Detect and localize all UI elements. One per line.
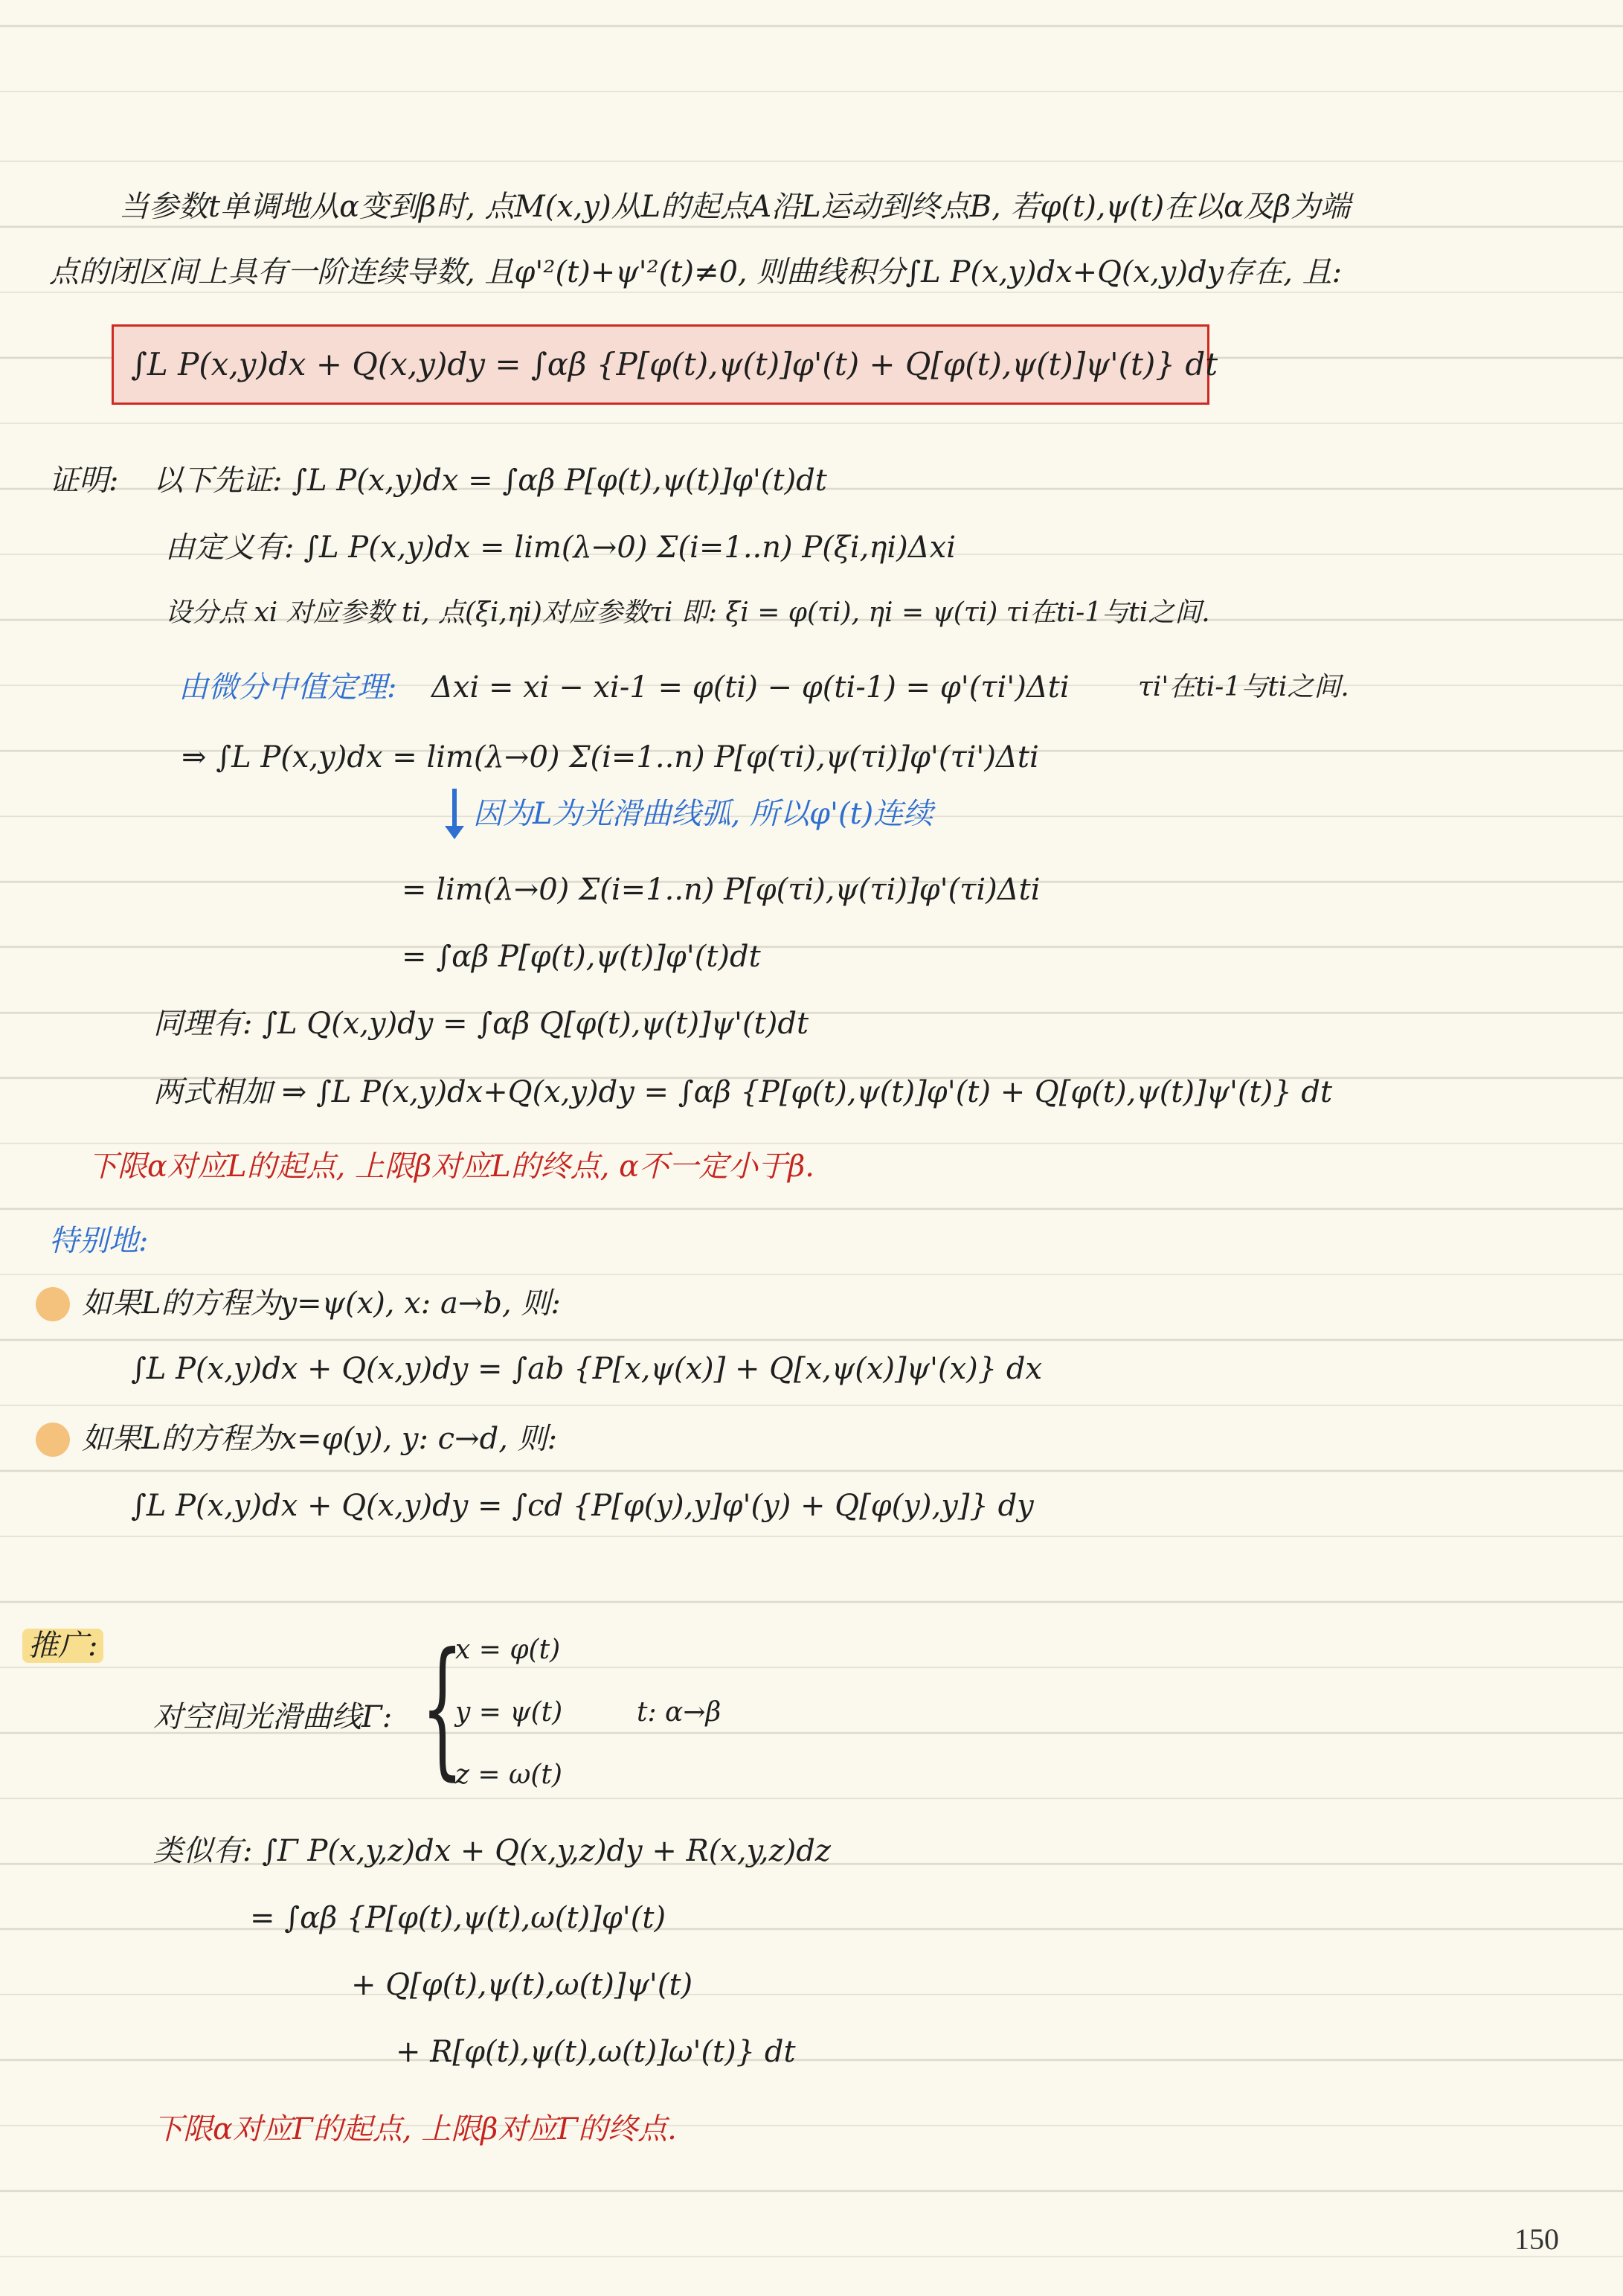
extension-label-text: 推广:: [22, 1629, 103, 1663]
page-number: 150: [1514, 2222, 1559, 2256]
proof-line-2: 由定义有: ∫L P(x,y)dx = lim(λ→0) Σ(i=1..n) P(ξi,ηi)Δxi: [165, 530, 956, 565]
proof-line-10: 两式相加 ⇒ ∫L P(x,y)dx+Q(x,y)dy = ∫αβ {P[φ(t),ψ(t)]φ'(t) + Q[φ(t),ψ(t)]ψ'(t)} dt: [153, 1075, 1333, 1109]
bullet-icon: [36, 1287, 70, 1321]
proof-line-4-note: τi'在ti-1与ti之间.: [1138, 672, 1349, 702]
extension-label: [22, 1625, 103, 1667]
extension-line-3: + Q[φ(t),ψ(t),ω(t)]ψ'(t): [351, 1968, 693, 2002]
param-eq-y: y = ψ(t): [455, 1697, 563, 1728]
extension-red-note: 下限α对应Γ的起点, 上限β对应Γ的终点.: [153, 2112, 677, 2146]
proof-line-4: Δxi = xi − xi-1 = φ(ti) − φ(ti-1) = φ'(τi')Δti: [431, 670, 1070, 705]
extension-line-2: = ∫αβ {P[φ(t),ψ(t),ω(t)]φ'(t): [250, 1901, 666, 1935]
bullet-icon: [36, 1423, 70, 1457]
special-case-1: 如果L的方程为y=ψ(x), x: a→b, 则:: [82, 1286, 561, 1321]
param-range: t: α→β: [637, 1697, 721, 1728]
param-eq-z: z = ω(t): [455, 1760, 562, 1790]
proof-line-7: = lim(λ→0) Σ(i=1..n) P[φ(τi),ψ(τi)]φ'(τi)Δti: [402, 873, 1041, 907]
proof-red-note: 下限α对应L的起点, 上限β对应L的终点, α不一定小于β.: [88, 1149, 814, 1184]
extension-line-1: 类似有: ∫Γ P(x,y,z)dx + Q(x,y,z)dy + R(x,y,z)dz: [153, 1834, 831, 1868]
special-case-1-formula: ∫L P(x,y)dx + Q(x,y)dy = ∫ab {P[x,ψ(x)] + Q[x,ψ(x)]ψ'(x)} dx: [131, 1352, 1043, 1386]
param-eq-x: x = φ(t): [455, 1635, 561, 1665]
continuity-note: 因为L为光滑曲线弧, 所以φ'(t)连续: [473, 797, 933, 831]
key-formula: ∫L P(x,y)dx + Q(x,y)dy = ∫αβ {P[φ(t),ψ(t)]φ'(t) + Q[φ(t),ψ(t)]ψ'(t)} dt: [131, 346, 1218, 382]
proof-label: 证明:: [49, 464, 119, 498]
proof-line-3: 设分点 xi 对应参数 ti, 点(ξi,ηi)对应参数τi 即: ξi = φ(τi), ηi = ψ(τi) τi在ti-1与ti之间.: [165, 597, 1210, 628]
special-case-label: 特别地:: [49, 1224, 149, 1258]
theorem-line-1: 当参数t单调地从α变到β时, 点M(x,y)从L的起点A沿L运动到终点B, 若φ(t),ψ(t)在以α及β为端: [119, 190, 1351, 224]
left-brace-icon: {: [421, 1621, 464, 1795]
proof-line-5: ⇒ ∫L P(x,y)dx = lim(λ→0) Σ(i=1..n) P[φ(τi),ψ(τi)]φ'(τi')Δti: [181, 740, 1039, 775]
special-case-2: 如果L的方程为x=φ(y), y: c→d, 则:: [82, 1422, 558, 1456]
theorem-line-2: 点的闭区间上具有一阶连续导数, 且φ'²(t)+ψ'²(t)≠0, 则曲线积分∫L P(x,y)dx+Q(x,y)dy存在, 且:: [49, 255, 1343, 289]
extension-line-4: + R[φ(t),ψ(t),ω(t)]ω'(t)} dt: [396, 2035, 796, 2069]
down-arrow-icon: [452, 789, 457, 829]
special-case-2-formula: ∫L P(x,y)dx + Q(x,y)dy = ∫cd {P[φ(y),y]φ'(y) + Q[φ(y),y]} dy: [131, 1489, 1034, 1523]
proof-line-9: 同理有: ∫L Q(x,y)dy = ∫αβ Q[φ(t),ψ(t)]ψ'(t)dt: [153, 1007, 809, 1041]
proof-line-1: 以下先证: ∫L P(x,y)dx = ∫αβ P[φ(t),ψ(t)]φ'(t)dt: [153, 464, 827, 498]
space-curve-label: 对空间光滑曲线Γ:: [153, 1700, 393, 1734]
mean-value-theorem-label: 由微分中值定理:: [179, 670, 397, 705]
proof-line-8: = ∫αβ P[φ(t),ψ(t)]φ'(t)dt: [402, 940, 761, 974]
